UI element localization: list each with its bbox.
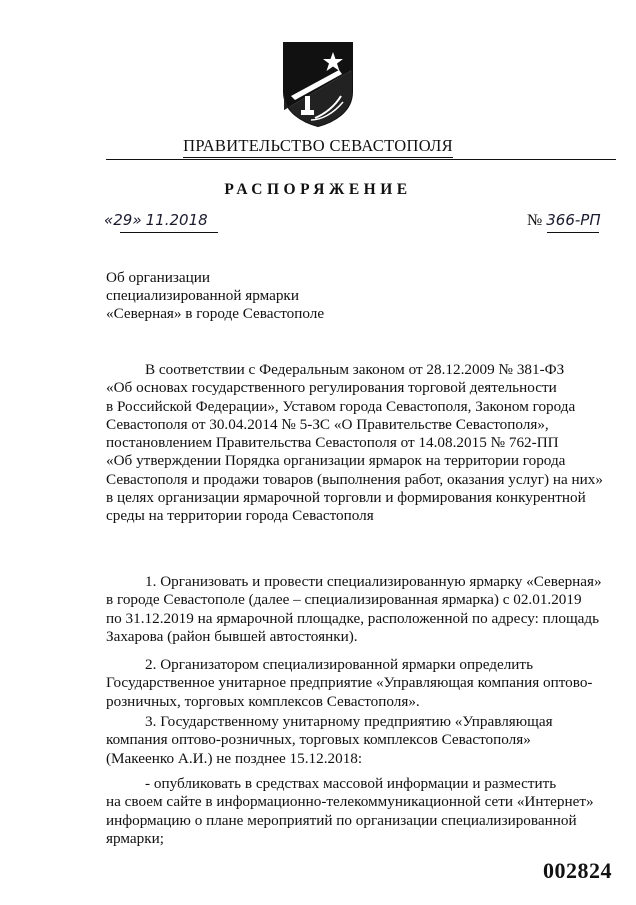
item-3-paragraph: [106, 713, 614, 768]
coat-of-arms-emblem: [281, 40, 355, 128]
date-month-year: 11.2018: [145, 211, 208, 229]
text-line: Государственное унитарное предприятие «Управляющая компания оптово-: [106, 674, 593, 692]
text-line: ярмарки;: [106, 829, 164, 847]
text-line: (Макеенко А.И.) не позднее 15.12.2018:: [106, 749, 363, 767]
item-3-subitem-paragraph: [106, 775, 614, 848]
government-name-text: ПРАВИТЕЛЬСТВО СЕВАСТОПОЛЯ: [183, 136, 453, 158]
date-open-quote: «: [104, 211, 114, 229]
date-close-quote: »: [132, 211, 142, 229]
text-line: постановлением Правительства Севастополя от 14.08.2015 № 762-ПП: [106, 434, 559, 452]
document-date: [104, 211, 208, 230]
text-line: розничных, торговых комплексов Севастополя».: [106, 692, 420, 710]
text-line: в Российской Федерации», Уставом города Севастополя, Законом города: [106, 397, 576, 415]
item-1-paragraph: [106, 573, 614, 646]
text-line: Захарова (район бывшей автостоянки).: [106, 627, 358, 645]
header-rule: [106, 159, 616, 160]
number-prefix: №: [527, 212, 543, 229]
text-line: 3. Государственному унитарному предприятию «Управляющая: [145, 713, 553, 730]
government-name: [0, 136, 636, 158]
text-line: информацию о плане мероприятий по организации специализированной: [106, 811, 577, 829]
text-line: среды на территории города Севастополя: [106, 507, 374, 525]
text-line: Севастополя от 30.04.2014 № 5-ЗС «О Правительстве Севастополя»,: [106, 415, 549, 433]
preamble-paragraph: [106, 361, 614, 526]
document-type: РАСПОРЯЖЕНИЕ: [224, 181, 412, 198]
text-line: «Об основах государственного регулирования торговой деятельности: [106, 379, 557, 397]
subject-line: Об организации: [106, 269, 211, 286]
document-number: [527, 211, 601, 230]
text-line: Севастополя и продажи товаров (выполнения работ, оказания услуг) на них»: [106, 470, 603, 488]
date-day: 29: [113, 211, 133, 229]
text-line: «Об утверждении Порядка организации ярмарок на территории города: [106, 452, 566, 470]
text-line: - опубликовать в средствах массовой информации и разместить: [145, 775, 557, 792]
number-value: 366-РП: [546, 211, 601, 229]
item-2-paragraph: [106, 656, 614, 711]
document-subject: [106, 269, 324, 323]
text-line: по 31.12.2019 на ярмарочной площадке, расположенной по адресу: площадь: [106, 609, 600, 627]
text-line: на своем сайте в информационно-телекоммуникационной сети «Интернет»: [106, 793, 594, 811]
subject-line: специализированной ярмарки: [106, 287, 299, 304]
text-line: компания оптово-розничных, торговых комплексов Севастополя»: [106, 731, 531, 749]
number-underline: [547, 232, 599, 233]
text-line: в целях организации ярмарочной торговли и формирования конкурентной: [106, 489, 586, 507]
subject-line: «Северная» в городе Севастополе: [106, 305, 325, 322]
text-line: в городе Севастополе (далее – специализированная ярмарка) с 02.01.2019: [106, 591, 582, 609]
text-line: 2. Организатором специализированной ярмарки определить: [145, 656, 533, 673]
serial-number: 002824: [543, 858, 612, 883]
text-line: 1. Организовать и провести специализированную ярмарку «Северная»: [145, 573, 602, 590]
date-underline: [120, 232, 218, 233]
text-line: В соответствии с Федеральным законом от 28.12.2009 № 381-ФЗ: [145, 361, 565, 378]
